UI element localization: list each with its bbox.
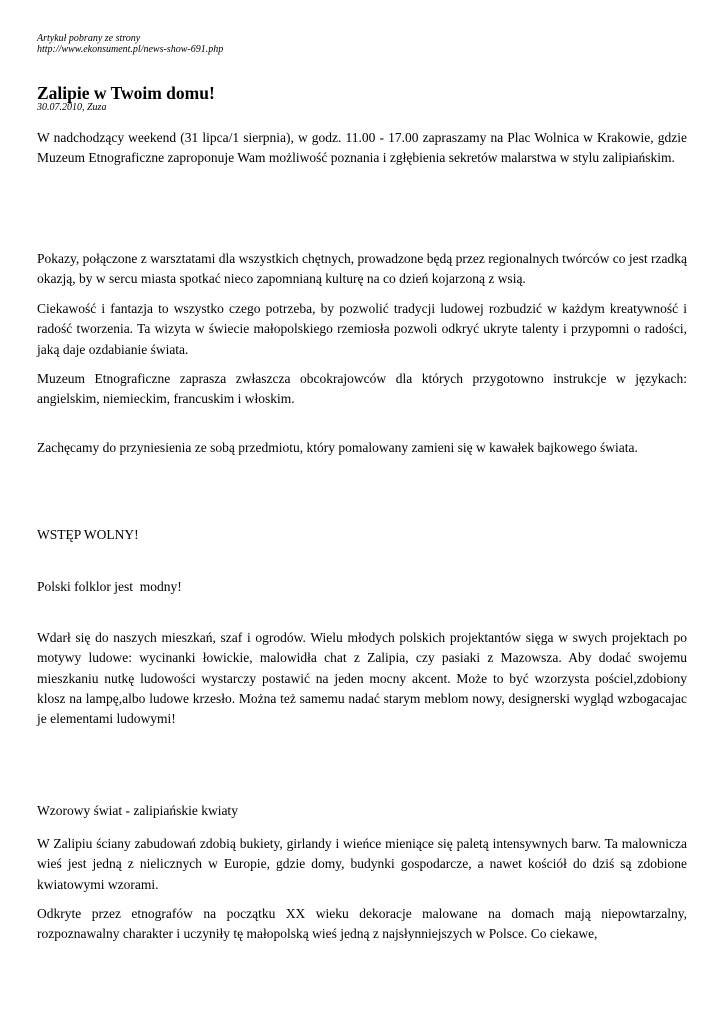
paragraph-bring-item: Zachęcamy do przyniesienia ze sobą przedmiotu, który pomalowany zamieni się w kawałek bajkowego świata. [37, 440, 638, 455]
source-label: Artykuł pobrany ze strony [37, 33, 141, 44]
paragraph-ethnographers: Odkryte przez etnografów na początku XX wieku dekoracje malowane na domach mają niepowtarzalny, rozpoznawalny charakter i uczyniły tę małopolską wieś jedną z najsłynniejszych w Polsce. Co ciekawe, [37, 906, 687, 942]
article-title: Zalipie w Twoim domu! [37, 83, 215, 103]
paragraph-folk-design: Wdarł się do naszych mieszkań, szaf i ogrodów. Wielu młodych polskich projektantów sięga w swych projektach po motywy ludowe: wycinanki łowickie, malowidła chat z Zalipia, czy pasiaki z Mazowsza. Aby dodać swojemu mieszkaniu nutkę ludowości wystarczy postawić na jeden mocny akcent. Może to być wzorzysta pościel,zdobiony klosz na lampę,albo ludowe krzesło. Można też samemu nadać starym meblom nowy, designerski wygląd wzbogacajac je elementami ludowymi! [37, 630, 687, 727]
paragraph-event-intro: W nadchodzący weekend (31 lipca/1 sierpnia), w godz. 11.00 - 17.00 zapraszamy na Plac Wolnica w Krakowie, gdzie Muzeum Etnograficzne zaproponuje Wam możliwość poznania i zgłębienia sekretów malarstwa w stylu zalipiańskim. [37, 130, 687, 166]
free-entry-notice: WSTĘP WOLNY! [37, 527, 139, 542]
source-url: http://www.ekonsument.pl/news-show-691.php [37, 44, 224, 55]
article-meta: 30.07.2010, Zuza [37, 102, 107, 113]
paragraph-workshops: Pokazy, połączone z warsztatami dla wszystkich chętnych, prowadzone będą przez regionalnych twórców co jest rzadką okazją, by w sercu miasta spotkać nieco zapomnianą kulturę na co dzień kojarzoną z wsią. [37, 251, 687, 287]
paragraph-curiosity: Ciekawość i fantazja to wszystko czego potrzeba, by pozwolić tradycji ludowej rozbudzić w każdym kreatywność i radość tworzenia. Ta wizyta w świecie małopolskiego rzemiosła pozwoli odkryć ukryte talenty i przypomni o radości, jaką daje ozdabianie świata. [37, 301, 687, 357]
paragraph-foreigners: Muzeum Etnograficzne zaprasza zwłaszcza obcokrajowców dla których przygotowno instrukcje w językach: angielskim, niemieckim, francuskim i włoskim. [37, 371, 687, 407]
paragraph-zalipie-walls: W Zalipiu ściany zabudowań zdobią bukiety, girlandy i wieńce mieniące się paletą intensywnych barw. Ta malownicza wieś jest jedną z nielicznych w Europie, gdzie domy, budynki gospodarcze, a nawet kościół do dziś są zdobione kwiatowymi wzorami. [37, 836, 687, 892]
folklor-heading: Polski folklor jest modny! [37, 579, 182, 594]
zalipie-flowers-heading: Wzorowy świat - zalipiańskie kwiaty [37, 803, 238, 818]
